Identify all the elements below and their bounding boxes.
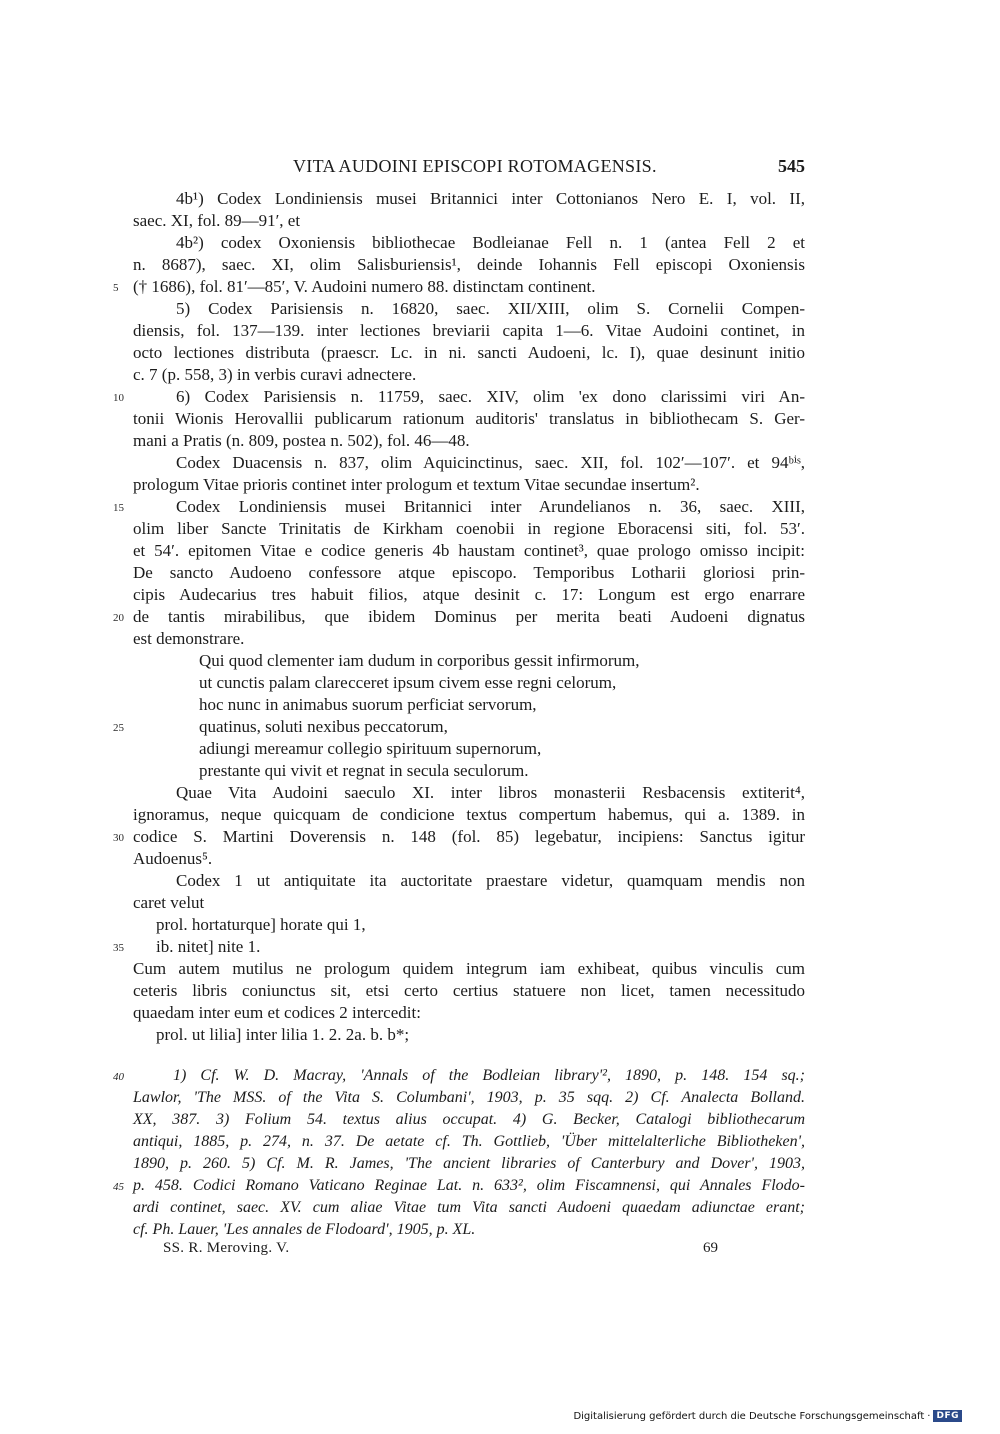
footer <box>163 1240 718 1262</box>
text-line: est demonstrare. <box>133 629 245 648</box>
text-line: Audoenus⁵. <box>133 849 213 868</box>
text-line: codice S. Martini Doverensis n. 148 (fol. 85) legebatur, incipiens: Sanctus igitur <box>133 827 805 846</box>
apparatus-line: prol. hortaturque] horate qui 1, <box>156 915 366 934</box>
text-line-numbered <box>113 496 805 518</box>
verse-line: adiungi mereamur collegio spirituum supernorum, <box>199 739 542 758</box>
text-line: ignoramus, neque quicquam de condicione textus compertum habemus, qui a. 1389. in <box>133 805 805 824</box>
footnote-line-numbered <box>113 1065 805 1087</box>
text-line: 4b²) codex Oxoniensis bibliothecae Bodleianae Fell n. 1 (antea Fell 2 et <box>176 233 805 252</box>
running-header <box>133 156 805 184</box>
text-line: mani a Pratis (n. 809, postea n. 502), fol. 46—48. <box>133 431 470 450</box>
apparatus-line: ib. nitet] nite 1. <box>156 937 261 956</box>
footnote-line: 1890, p. 260. 5) Cf. M. R. James, 'The ancient libraries of Canterbury and Dover', 1903, <box>133 1155 805 1172</box>
text-line: saec. XI, fol. 89—91′, et <box>133 211 301 230</box>
footnote-line: ardi continet, saec. XV. cum aliae Vitae tum Vita sancti Audoeni quaedam adiunctae erant; <box>133 1199 805 1216</box>
text-line-numbered <box>113 276 805 298</box>
text-line: quaedam inter eum et codices 2 intercedit: <box>133 1003 421 1022</box>
footnotes <box>113 1065 805 1241</box>
text-line: Codex 1 ut antiquitate ita auctoritate praestare videtur, quamquam mendis non <box>176 871 805 890</box>
sheet-number: 69 <box>703 1240 718 1256</box>
text-line: olim liber Sancte Trinitatis de Kirkham coenobii in regione Eboracensi siti, fol. 53′. <box>133 519 805 538</box>
text-line: 4b¹) Codex Londiniensis musei Britannici inter Cottonianos Nero E. I, vol. II, <box>176 189 805 208</box>
footnote-line-numbered <box>113 1175 805 1197</box>
text-line-numbered <box>113 826 805 848</box>
line-number: 20 <box>113 612 124 624</box>
verse-line: ut cunctis palam clarесceret ipsum civem esse regni celorum, <box>199 673 617 692</box>
line-number: 15 <box>113 502 124 514</box>
text-line: prologum Vitae prioris continet inter prologum et textum Vitae secundae insertum². <box>133 475 700 494</box>
verse-line-numbered <box>113 716 805 738</box>
text-line: ceteris libris coniunctus sit, etsi certo certius statuere non licet, tamen necessitudo <box>133 981 805 1000</box>
text-line: octo lectiones distributa (praescr. Lc. in ni. sancti Audoeni, lc. I), quae desinunt initio <box>133 343 805 362</box>
verse-line: hoc nunc in animabus suorum perficiat servorum, <box>199 695 537 714</box>
footnote-line: Lawlor, 'The MSS. of the Vita S. Columbani', 1903, p. 35 sqq. 2) Cf. Analecta Bolland. <box>133 1089 805 1106</box>
line-number: 25 <box>113 722 124 734</box>
footnote-line: cf. Ph. Lauer, 'Les annales de Flodoard', 1905, p. XL. <box>133 1221 476 1238</box>
text-line: 6) Codex Parisiensis n. 11759, saec. XIV, olim 'ex dono clarissimi viri An- <box>176 387 805 406</box>
text-line: caret velut <box>133 893 205 912</box>
text-line: n. 8687), saec. XI, olim Salisburiensis¹, deinde Iohannis Fell episcopi Oxoniensis <box>133 255 805 274</box>
footnote-line: 1) Cf. W. D. Macray, 'Annals of the Bodleian library'², 1890, p. 148. 154 sq.; <box>173 1067 805 1084</box>
line-number: 30 <box>113 832 124 844</box>
text-line: et 54′. epitomen Vitae e codice generis 4b haustam continet³, quae prologo omisso incipit: <box>133 541 805 560</box>
text-line: Codex Duacensis n. 837, olim Aquicinctinus, saec. XII, fol. 102′—107′. et 94ᵇⁱˢ, <box>176 453 805 472</box>
footnote-line: antiqui, 1885, p. 274, n. 37. De aetate cf. Th. Gottlieb, 'Über mittelalterliche Bibliotheken', <box>133 1133 805 1150</box>
line-number: 40 <box>113 1071 124 1083</box>
text-line: de tantis mirabilibus, que ibidem Dominus per merita beati Audoeni dignatus <box>133 607 805 626</box>
text-line: c. 7 (p. 558, 3) in verbis curavi adnectere. <box>133 365 417 384</box>
printer-signature: SS. R. Meroving. V. <box>163 1240 290 1256</box>
footnote-line: p. 458. Codici Romano Vaticano Reginae Lat. n. 633², olim Fiscamnensi, qui Annales Flodo- <box>133 1177 805 1194</box>
credit-text: Digitalisierung gefördert durch die Deutsche Forschungsgemeinschaft <box>573 1410 925 1422</box>
text-line: Quae Vita Audoini saeculo XI. inter libros monasterii Resbacensis extiterit⁴, <box>176 783 805 802</box>
text-line: diensis, fol. 137—139. inter lectiones breviarii capita 1—6. Vitae Audoini continet, in <box>133 321 805 340</box>
text-line-numbered <box>113 606 805 628</box>
credit-separator: · <box>927 1410 931 1422</box>
text-line: cipis Audecarius tres habuit filios, atque desinit c. 17: Longum est ergo enarrare <box>133 585 805 604</box>
text-line: 5) Codex Parisiensis n. 16820, saec. XII/XIII, olim S. Cornelii Compen- <box>176 299 805 318</box>
line-number: 10 <box>113 392 124 404</box>
apparatus-line-numbered <box>113 936 805 958</box>
text-line: († 1686), fol. 81′—85′, V. Audoini numero 88. distinctam continent. <box>133 277 596 296</box>
line-number: 45 <box>113 1181 124 1193</box>
page-number: 545 <box>778 156 805 176</box>
verse-line: Qui quod clementer iam dudum in corporibus gessit infirmorum, <box>199 651 640 670</box>
text-line: Cum autem mutilus ne prologum quidem integrum iam exhibeat, quibus vinculis cum <box>133 959 805 978</box>
main-text <box>113 188 805 1046</box>
footnote-line: XX, 387. 3) Folium 54. textus alius occupat. 4) G. Becker, Catalogi bibliothecarum <box>133 1111 805 1128</box>
dfg-logo: DFG <box>933 1410 962 1422</box>
text-line: tonii Wionis Herovallii publicarum rationum auditoris' translatus in bibliothecam S. Ger- <box>133 409 805 428</box>
text-line-numbered <box>113 386 805 408</box>
verse-line: quatinus, soluti nexibus peccatorum, <box>199 717 448 736</box>
text-line: Codex Londiniensis musei Britannici inter Arundelianos n. 36, saec. XIII, <box>176 497 805 516</box>
text-line: De sancto Audoeno confessore atque episcopo. Temporibus Lotharii gloriosi prin- <box>133 563 805 582</box>
line-number: 5 <box>113 282 119 294</box>
digitization-credit <box>573 1408 962 1424</box>
line-number: 35 <box>113 942 124 954</box>
running-title: VITA AUDOINI EPISCOPI ROTOMAGENSIS. <box>293 156 657 176</box>
verse-line: prestante qui vivit et regnat in secula seculorum. <box>199 761 529 780</box>
apparatus-line: prol. ut lilia] inter lilia 1. 2. 2a. b. b*; <box>156 1025 410 1044</box>
